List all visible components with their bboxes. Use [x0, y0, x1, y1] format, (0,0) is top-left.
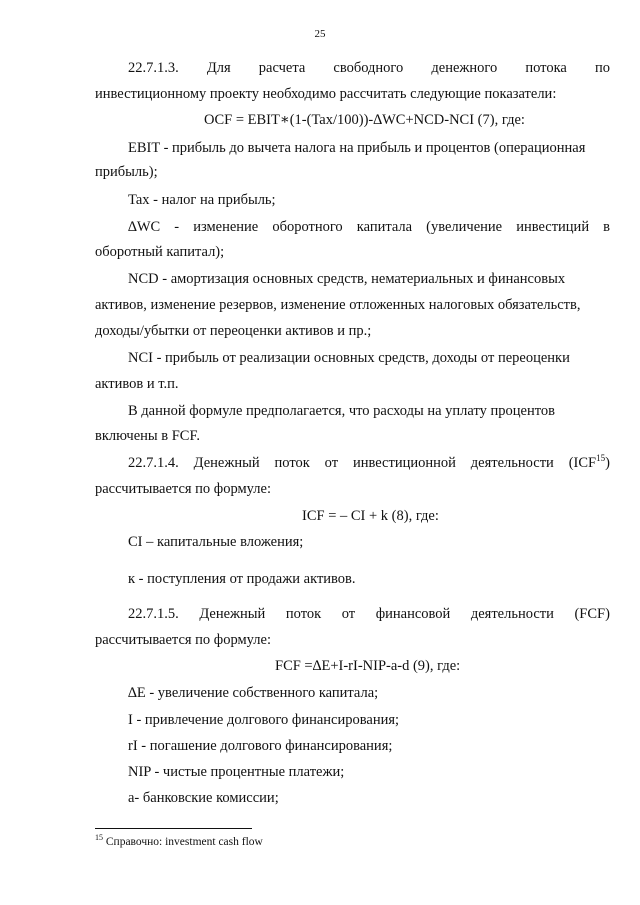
- def-ncd-line2: активов, изменение резервов, изменение отложенных налоговых обязательств,: [95, 297, 581, 313]
- word: в: [603, 219, 610, 235]
- def-i: I - привлечение долгового финансирования;: [128, 712, 400, 728]
- word: деятельности: [470, 606, 554, 622]
- word: расчета: [258, 60, 306, 76]
- word: оборотного: [272, 219, 343, 235]
- word: потока: [525, 60, 567, 76]
- def-ebit-line2: прибыль);: [95, 164, 158, 180]
- section-22-7-1-5-line1: [128, 605, 610, 623]
- formula-ocf: OCF = EBIT∗(1-(Tax/100))-∆WC+NCD-NCI (7), где:: [204, 112, 525, 128]
- footnote-text: Справочно: investment cash flow: [103, 836, 263, 848]
- word: ∆WC: [128, 219, 161, 235]
- word: от: [324, 455, 339, 471]
- word: денежного: [431, 60, 498, 76]
- section-22-7-1-4-line2: рассчитывается по формуле:: [95, 481, 271, 497]
- word: -: [174, 219, 180, 235]
- def-ri: rI - погашение долгового финансирования;: [128, 738, 393, 754]
- word: по: [594, 60, 610, 76]
- section-22-7-1-4-line1: [128, 454, 610, 472]
- def-delta-e: ∆E - увеличение собственного капитала;: [128, 685, 379, 701]
- def-a: a- банковские комиссии;: [128, 790, 279, 806]
- def-dwc-line1: [128, 218, 610, 236]
- word: инвестиций: [516, 219, 590, 235]
- word: инвестиционной: [352, 455, 456, 471]
- def-nip: NIP - чистые процентные платежи;: [128, 764, 345, 780]
- word: Для: [206, 60, 231, 76]
- def-tax: Tax - налог на прибыль;: [128, 192, 276, 208]
- page-number: 25: [314, 28, 326, 40]
- def-ncd-line3: доходы/убытки от переоценки активов и пр.;: [95, 323, 372, 339]
- footnote-divider: [95, 828, 252, 829]
- word: (FCF): [574, 606, 610, 622]
- footnote-number: 15: [95, 833, 103, 843]
- def-ncd-line1: NCD - амортизация основных средств, нематериальных и финансовых: [128, 271, 566, 287]
- word: финансовой: [375, 606, 451, 622]
- word: свободного: [333, 60, 404, 76]
- word: поток: [274, 455, 310, 471]
- note-line2: включены в FCF.: [95, 428, 200, 444]
- def-nci-line2: активов и т.п.: [95, 376, 179, 392]
- word: Денежный: [199, 606, 266, 622]
- icf-term: [569, 454, 610, 472]
- formula-fcf: FCF =∆E+I-rI-NIP-a-d (9), где:: [275, 658, 461, 674]
- footnote-ref: 15: [596, 453, 606, 464]
- section-22-7-1-3-line1: [128, 59, 610, 77]
- word: капитала: [356, 219, 413, 235]
- section-22-7-1-3-line2: инвестиционному проекту необходимо рассчитать следующие показатели:: [95, 86, 557, 102]
- def-nci-line1: NCI - прибыль от реализации основных средств, доходы от переоценки: [128, 350, 570, 366]
- word: деятельности: [470, 455, 554, 471]
- word: поток: [285, 606, 322, 622]
- footnote: [95, 833, 263, 848]
- word: Денежный: [193, 455, 260, 471]
- section-number: 22.7.1.4.: [128, 455, 179, 471]
- def-k: к - поступления от продажи активов.: [128, 571, 356, 587]
- formula-icf: ICF = – CI + k (8), где:: [302, 508, 439, 524]
- def-dwc-line2: оборотный капитал);: [95, 244, 225, 260]
- word: ): [605, 455, 610, 471]
- word: изменение: [193, 219, 259, 235]
- def-ci: CI – капитальные вложения;: [128, 534, 304, 550]
- word: (увеличение: [426, 219, 503, 235]
- section-number: 22.7.1.5.: [128, 606, 179, 622]
- word: от: [341, 606, 356, 622]
- word: (ICF: [568, 455, 597, 471]
- note-line1: В данной формуле предполагается, что расходы на уплату процентов: [128, 403, 555, 419]
- section-22-7-1-5-line2: рассчитывается по формуле:: [95, 632, 271, 648]
- def-ebit-line1: EBIT - прибыль до вычета налога на прибыль и процентов (операционная: [128, 140, 586, 156]
- section-number: 22.7.1.3.: [128, 60, 179, 76]
